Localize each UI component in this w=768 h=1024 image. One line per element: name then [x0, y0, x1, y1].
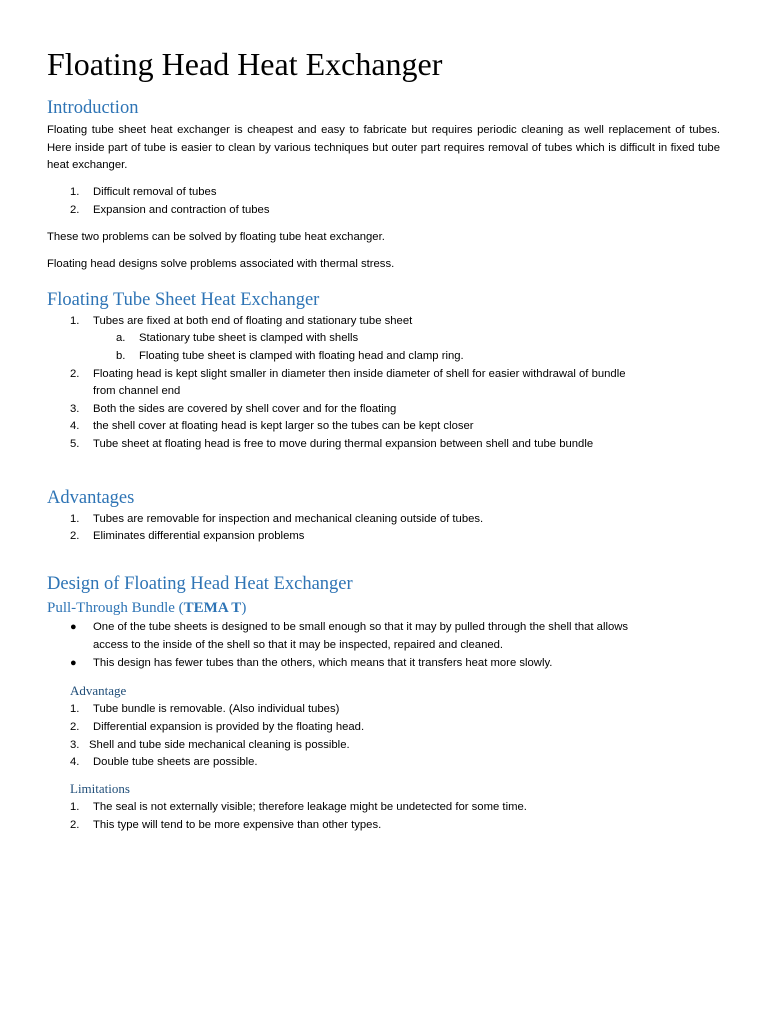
fts-item-3: Both the sides are covered by shell cover and for the floating [93, 403, 397, 415]
advantage-subheading: Advantage [70, 683, 127, 698]
tema-t-label: TEMA T [183, 600, 242, 616]
intro-list-item-1: Difficult removal of tubes [93, 186, 217, 198]
design-advantage-number-2: 2. [70, 721, 80, 733]
fts-item-1: Tubes are fixed at both end of floating and stationary tube sheet [93, 315, 413, 327]
limitations-subheading: Limitations [70, 781, 130, 796]
limitation-number-2: 2. [70, 819, 80, 831]
fts-number-5: 5. [70, 438, 80, 450]
pull-through-close: ) [241, 600, 247, 616]
fts-number-2: 2. [70, 368, 80, 380]
design-advantage-item-3: Shell and tube side mechanical cleaning is possible. [89, 739, 350, 751]
introduction-paragraph-3: Floating head designs solve problems associated with thermal stress. [47, 258, 395, 270]
advantages-item-2: Eliminates differential expansion problems [93, 530, 305, 542]
design-bullet-2: This design has fewer tubes than the others, which means that it transfers heat more slowly. [93, 657, 553, 669]
design-advantage-number-1: 1. [70, 703, 80, 715]
floating-tube-sheet-heading: Floating Tube Sheet Heat Exchanger [47, 290, 320, 310]
advantages-number-1: 1. [70, 513, 80, 525]
fts-subnumber-a: a. [116, 332, 126, 344]
pull-through-bundle-heading [47, 599, 246, 617]
fts-subitem-b: Floating tube sheet is clamped with floating head and clamp ring. [139, 350, 464, 362]
fts-number-3: 3. [70, 403, 80, 415]
fts-item-2: Floating head is kept slight smaller in diameter then inside diameter of shell for easier withdrawal of bundle [93, 368, 626, 380]
pull-through-label: Pull-Through Bundle ( [47, 600, 184, 616]
introduction-paragraph-2: These two problems can be solved by floating tube heat exchanger. [47, 231, 385, 243]
design-bullet-1: One of the tube sheets is designed to be small enough so that it may by pulled through the shell that allows [93, 621, 629, 633]
design-advantage-number-4: 4. [70, 756, 80, 768]
intro-list-item-2: Expansion and contraction of tubes [93, 204, 270, 216]
advantages-heading: Advantages [47, 488, 135, 508]
design-advantage-item-2: Differential expansion is provided by the floating head. [93, 721, 365, 733]
fts-item-2-continued: from channel end [93, 385, 181, 397]
advantages-number-2: 2. [70, 530, 80, 542]
design-advantage-number-3: 3. [70, 739, 80, 751]
intro-list-number-1: 1. [70, 186, 80, 198]
introduction-paragraph: Floating tube sheet heat exchanger is cheapest and easy to fabricate but requires periodic cleaning as well replacement of tubes. Here inside part of tube is easier to clean by various techniques but outer part requires removal of tubes which is difficult in fixed tube heat exchanger. [47, 124, 720, 171]
intro-list-number-2: 2. [70, 204, 80, 216]
fts-number-4: 4. [70, 420, 80, 432]
fts-item-5: Tube sheet at floating head is free to move during thermal expansion between shell and tube bundle [93, 438, 594, 450]
bullet-dot: ● [70, 621, 77, 633]
design-bullet-1-continued: access to the inside of the shell so that it may be inspected, repaired and cleaned. [93, 639, 504, 651]
limitation-number-1: 1. [70, 801, 80, 813]
limitation-item-2: This type will tend to be more expensive than other types. [93, 819, 382, 831]
advantages-item-1: Tubes are removable for inspection and mechanical cleaning outside of tubes. [93, 513, 484, 525]
design-heading: Design of Floating Head Heat Exchanger [47, 574, 353, 594]
fts-subitem-a: Stationary tube sheet is clamped with shells [139, 332, 359, 344]
fts-item-4: the shell cover at floating head is kept larger so the tubes can be kept closer [93, 420, 474, 432]
fts-subnumber-b: b. [116, 350, 126, 362]
document-title: Floating Head Heat Exchanger [47, 46, 443, 82]
introduction-heading: Introduction [47, 98, 139, 118]
fts-number-1: 1. [70, 315, 80, 327]
design-advantage-item-1: Tube bundle is removable. (Also individual tubes) [93, 703, 340, 715]
bullet-dot: ● [70, 657, 77, 669]
design-advantage-item-4: Double tube sheets are possible. [93, 756, 258, 768]
limitation-item-1: The seal is not externally visible; therefore leakage might be undetected for some time. [93, 801, 527, 813]
